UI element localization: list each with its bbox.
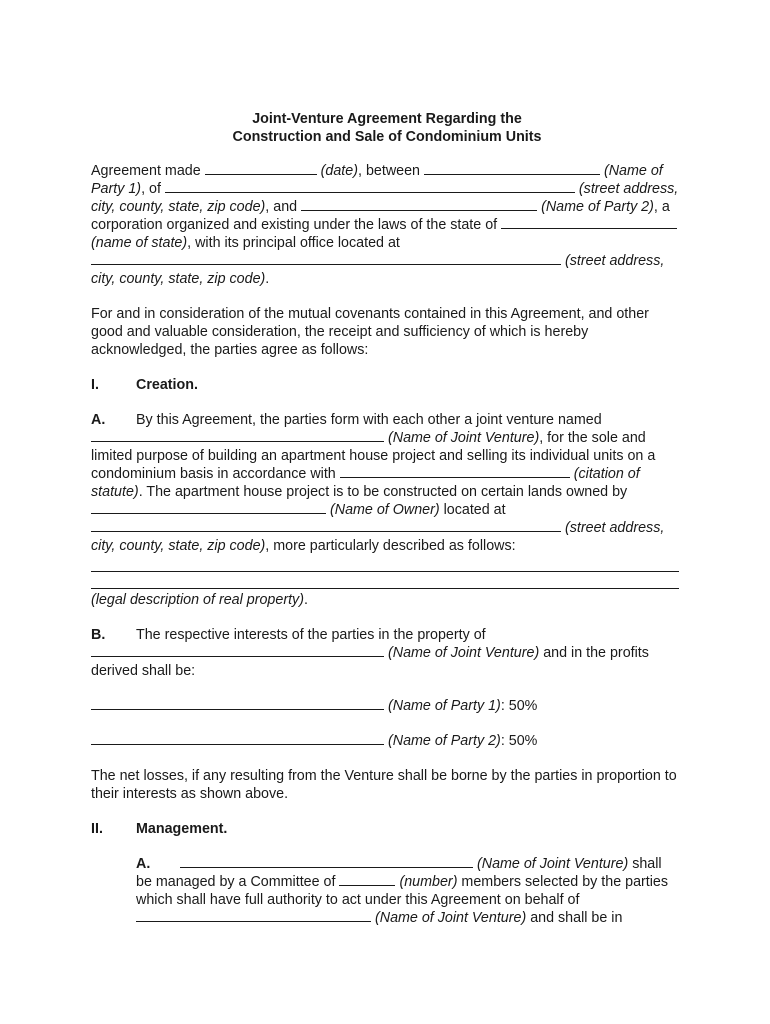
citation-blank[interactable]: [340, 465, 570, 478]
section-2a-paragraph: A. (Name of Joint Venture) shall be managed by a Committee of (number) members selected by the parties which shall have full authority to act under this Agreement on behalf of (Name of Joint Venture) and shall be in: [136, 856, 669, 926]
principal-office-blank[interactable]: [91, 252, 561, 265]
party2-interest-blank[interactable]: [91, 732, 384, 745]
committee-number-blank[interactable]: [339, 873, 395, 886]
party1-address-blank[interactable]: [165, 180, 575, 193]
party2-name-blank[interactable]: [301, 198, 537, 211]
party1-interest-blank[interactable]: [91, 697, 384, 710]
title-line-1: Joint-Venture Agreement Regarding the: [252, 111, 522, 127]
party1-name-blank[interactable]: [424, 162, 600, 175]
jv-name-blank[interactable]: [91, 429, 384, 442]
party2-interest-line: (Name of Party 2): 50%: [91, 732, 681, 750]
consideration-paragraph: For and in consideration of the mutual covenants contained in this Agreement, and other good and valuable consideration, the receipt and sufficiency of which is hereby acknowledged, the parties agree as follows:: [91, 306, 649, 358]
section-1-heading: I. Creation.: [91, 377, 198, 393]
owner-name-blank[interactable]: [91, 501, 326, 514]
net-losses-paragraph: The net losses, if any resulting from the Venture shall be borne by the parties in proportion to their interests as shown above.: [91, 768, 677, 802]
document-page: [91, 110, 681, 927]
date-blank[interactable]: [205, 162, 317, 175]
jv-name-blank-2a-2[interactable]: [136, 909, 371, 922]
title-line-2: Construction and Sale of Condominium Units: [232, 129, 542, 145]
jv-name-blank-b[interactable]: [91, 644, 384, 657]
legal-description-blank-2[interactable]: [91, 572, 679, 589]
section-b-paragraph: B. The respective interests of the parties in the property of (Name of Joint Venture) and in the profits derived shall be:: [91, 627, 649, 679]
legal-description-blank-1[interactable]: [91, 555, 679, 572]
intro-paragraph: Agreement made (date), between (Name of Party 1), of (street address, city, county, state, zip code), and (Name of Party 2), a corporation organized and existing under the laws of the state of (name of state), with its principal office located at (street address, city, county, state, zip code).: [91, 163, 679, 287]
state-blank[interactable]: [501, 216, 677, 229]
document-title: [91, 110, 681, 146]
section-2-heading: II. Management.: [91, 821, 228, 837]
party1-interest-line: (Name of Party 1): 50%: [91, 697, 681, 715]
owner-address-blank[interactable]: [91, 519, 561, 532]
legal-description-label: (legal description of real property).: [91, 592, 308, 608]
jv-name-blank-2a[interactable]: [180, 855, 473, 868]
section-a-paragraph: A. By this Agreement, the parties form with each other a joint venture named (Name of Joint Venture), for the sole and limited purpose of building an apartment house project and selling its individual units on a condominium basis in accordance with (citation of statute). The apartment house project is to be constructed on certain lands owned by (Name of Owner) located at (street address, city, county, state, zip code), more particularly described as follows:: [91, 412, 665, 554]
